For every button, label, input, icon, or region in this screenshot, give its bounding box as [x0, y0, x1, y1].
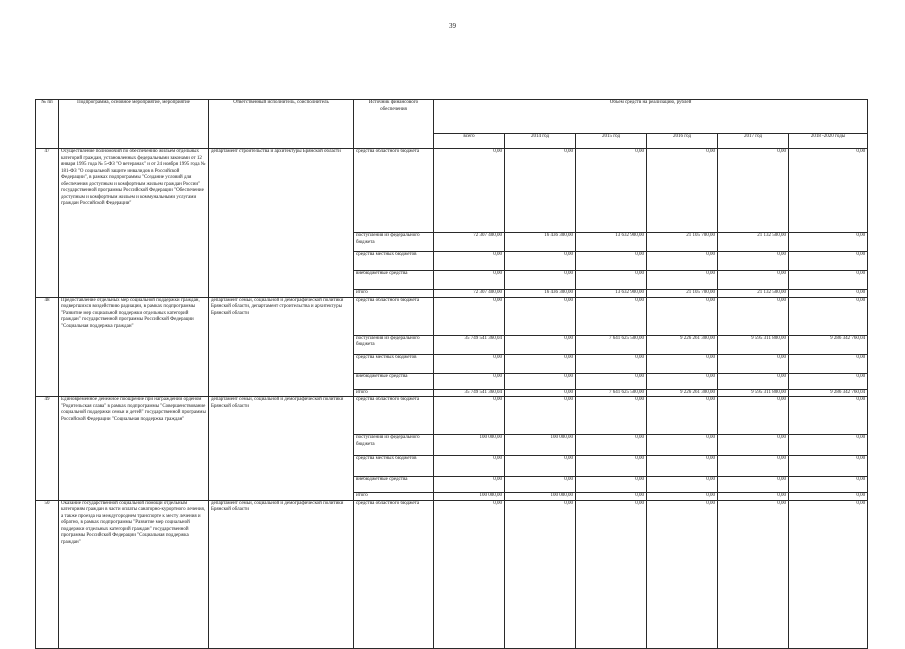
- amount-cell: 21 132 500,00: [718, 290, 789, 298]
- funding-source-cell: поступления из федерального бюджета: [354, 435, 434, 456]
- funding-source-cell: итого: [354, 493, 434, 501]
- amount-cell: 0,00: [434, 500, 505, 648]
- amount-cell: 0,00: [718, 477, 789, 493]
- amount-cell: 0,00: [505, 456, 576, 477]
- header-subprogram: Подпрограмма, основное мероприятие, мероприятие: [59, 100, 209, 149]
- amount-cell: 72 307 400,00: [434, 233, 505, 252]
- amount-cell: 0,00: [434, 149, 505, 233]
- amount-cell: 7 641 625 500,00: [576, 389, 647, 397]
- amount-cell: 0,00: [576, 493, 647, 501]
- amount-cell: 0,00: [718, 297, 789, 335]
- amount-cell: 0,00: [789, 354, 868, 373]
- header-year: 2016 год: [647, 134, 718, 149]
- amount-cell: 21 105 700,00: [647, 290, 718, 298]
- subprogram-cell: Предоставление отдельных мер социальной поддержки граждан, подвергшихся воздействию радиации, в рамках подпрограммы "Развитие мер социальной поддержки отдельных категорий граждан" государственной программы Российской Федерации "Социальная поддержка граждан": [59, 297, 209, 397]
- amount-cell: 0,00: [505, 373, 576, 389]
- subprogram-cell: Осуществление полномочий по обеспечению жильем отдельных категорий граждан, установленных федеральными законами от 12 января 1995 года № 5-ФЗ "О ветеранах" и от 24 ноября 1995 года № 181-ФЗ "О социальной защите инвалидов в Российской Федерации", в рамках подпрограммы "Создание условий для обеспечения доступным и комфортным жильем граждан России" государственной программы Российской Федерации "Обеспечение доступным и комфортным жильем и коммунальными услугами граждан Российской Федерации": [59, 149, 209, 298]
- amount-cell: 13 632 900,00: [576, 290, 647, 298]
- amount-cell: 0,00: [576, 477, 647, 493]
- amount-cell: 0,00: [647, 354, 718, 373]
- amount-cell: 9 595 311 800,00: [718, 389, 789, 397]
- row-number: 48: [36, 297, 59, 397]
- amount-cell: 0,00: [434, 354, 505, 373]
- amount-cell: 13 632 900,00: [576, 233, 647, 252]
- funding-source-cell: средства областного бюджета: [354, 297, 434, 335]
- amount-cell: 100 000,00: [505, 493, 576, 501]
- amount-cell: 9 286 342 760,04: [789, 335, 868, 354]
- amount-cell: 0,00: [434, 477, 505, 493]
- amount-cell: 0,00: [718, 493, 789, 501]
- funding-source-cell: внебюджетные средства: [354, 271, 434, 290]
- amount-cell: 0,00: [789, 456, 868, 477]
- amount-cell: 0,00: [718, 500, 789, 648]
- amount-cell: 0,00: [434, 456, 505, 477]
- funding-source-cell: поступления из федерального бюджета: [354, 233, 434, 252]
- amount-cell: 0,00: [789, 297, 868, 335]
- subprogram-cell: Единовременное денежное поощрение при награждении орденом "Родительская слава" в рамках подпрограммы "Совершенствование социальной поддержки семьи и детей" государственной программы Российской Федерации "Социальная поддержка граждан": [59, 397, 209, 501]
- amount-cell: 0,00: [505, 252, 576, 271]
- header-year: 2014 год: [505, 134, 576, 149]
- funding-source-cell: средства областного бюджета: [354, 149, 434, 233]
- executor-cell: департамент семьи, социальной и демографической политики Брянской области: [209, 500, 354, 648]
- amount-cell: 0,00: [576, 297, 647, 335]
- amount-cell: 0,00: [647, 435, 718, 456]
- amount-cell: 0,00: [647, 373, 718, 389]
- budget-table: [35, 99, 868, 649]
- executor-cell: департамент строительства и архитектуры Брянской области: [209, 149, 354, 298]
- amount-cell: 0,00: [789, 397, 868, 435]
- funding-source-cell: средства областного бюджета: [354, 500, 434, 648]
- amount-cell: 35 749 541 360,04: [434, 389, 505, 397]
- funding-source-cell: средства местных бюджетов: [354, 354, 434, 373]
- row-number: 47: [36, 149, 59, 298]
- funding-source-cell: внебюджетные средства: [354, 373, 434, 389]
- header-year: 2017 год: [718, 134, 789, 149]
- funding-source-cell: средства местных бюджетов: [354, 252, 434, 271]
- amount-cell: 0,00: [789, 271, 868, 290]
- amount-cell: 0,00: [647, 456, 718, 477]
- amount-cell: 0,00: [576, 252, 647, 271]
- amount-cell: 0,00: [718, 397, 789, 435]
- amount-cell: 0,00: [576, 500, 647, 648]
- header-source: Источник финансового обеспечения: [354, 100, 434, 149]
- table-row: [36, 397, 868, 435]
- amount-cell: 0,00: [647, 397, 718, 435]
- amount-cell: 0,00: [647, 297, 718, 335]
- header-year: всего: [434, 134, 505, 149]
- amount-cell: 0,00: [789, 233, 868, 252]
- table-body: [36, 149, 868, 649]
- amount-cell: 9 226 261 300,00: [647, 335, 718, 354]
- amount-cell: 0,00: [789, 373, 868, 389]
- amount-cell: 0,00: [647, 252, 718, 271]
- funding-source-cell: внебюджетные средства: [354, 477, 434, 493]
- funding-source-cell: поступления из федерального бюджета: [354, 335, 434, 354]
- amount-cell: 0,00: [789, 493, 868, 501]
- amount-cell: 72 307 400,00: [434, 290, 505, 298]
- amount-cell: 0,00: [718, 435, 789, 456]
- amount-cell: 0,00: [505, 335, 576, 354]
- amount-cell: 0,00: [434, 297, 505, 335]
- amount-cell: 0,00: [576, 271, 647, 290]
- amount-cell: 0,00: [505, 397, 576, 435]
- amount-cell: 0,00: [434, 373, 505, 389]
- amount-cell: 0,00: [718, 252, 789, 271]
- amount-cell: 0,00: [576, 456, 647, 477]
- amount-cell: 0,00: [647, 271, 718, 290]
- amount-cell: 0,00: [505, 354, 576, 373]
- amount-cell: 0,00: [576, 149, 647, 233]
- funding-source-cell: средства областного бюджета: [354, 397, 434, 435]
- row-number: 50: [36, 500, 59, 648]
- subprogram-cell: Оказание государственной социальной помощи отдельным категориям граждан в части оплаты санаторно-курортного лечения, а также проезда на междугороднем транспорте к месту лечения и обратно, в рамках подпрограммы "Развитие мер социальной поддержки отдельных категорий граждан" государственной программы Российской Федерации "Социальная поддержка граждан": [59, 500, 209, 648]
- amount-cell: 0,00: [505, 500, 576, 648]
- amount-cell: 0,00: [718, 149, 789, 233]
- amount-cell: 9 286 342 760,04: [789, 389, 868, 397]
- amount-cell: 0,00: [647, 149, 718, 233]
- amount-cell: 0,00: [789, 500, 868, 648]
- amount-cell: 0,00: [718, 456, 789, 477]
- table-row: [36, 149, 868, 233]
- amount-cell: 21 132 500,00: [718, 233, 789, 252]
- header-num: № пп: [36, 100, 59, 149]
- amount-cell: 21 105 700,00: [647, 233, 718, 252]
- funding-source-cell: средства местных бюджетов: [354, 456, 434, 477]
- header-year: 2015 год: [576, 134, 647, 149]
- amount-cell: 100 000,00: [434, 435, 505, 456]
- amount-cell: 0,00: [576, 435, 647, 456]
- amount-cell: 0,00: [718, 373, 789, 389]
- amount-cell: 100 000,00: [434, 493, 505, 501]
- amount-cell: 0,00: [789, 290, 868, 298]
- amount-cell: 0,00: [505, 477, 576, 493]
- amount-cell: 0,00: [576, 397, 647, 435]
- amount-cell: 0,00: [434, 271, 505, 290]
- amount-cell: 0,00: [434, 252, 505, 271]
- header-executor: Ответственный исполнитель, соисполнитель: [209, 100, 354, 149]
- executor-cell: департамент семьи, социальной и демографической политики Брянской области: [209, 397, 354, 501]
- amount-cell: 0,00: [505, 271, 576, 290]
- executor-cell: департамент семьи, социальной и демографической политики Брянской области, департамент строительства и архитектуры Брянской области: [209, 297, 354, 397]
- amount-cell: 0,00: [505, 297, 576, 335]
- table-row: [36, 500, 868, 648]
- amount-cell: 0,00: [647, 493, 718, 501]
- amount-cell: 0,00: [647, 477, 718, 493]
- amount-cell: 16 436 300,00: [505, 290, 576, 298]
- amount-cell: 0,00: [505, 389, 576, 397]
- amount-cell: 0,00: [718, 354, 789, 373]
- funding-source-cell: итого: [354, 290, 434, 298]
- amount-cell: 0,00: [789, 477, 868, 493]
- amount-cell: 0,00: [434, 397, 505, 435]
- row-number: 49: [36, 397, 59, 501]
- amount-cell: 0,00: [789, 435, 868, 456]
- header-year: 2018 -2020 годы: [789, 134, 868, 149]
- amount-cell: 9 595 311 800,00: [718, 335, 789, 354]
- amount-cell: 0,00: [718, 271, 789, 290]
- amount-cell: 0,00: [789, 252, 868, 271]
- amount-cell: 0,00: [576, 354, 647, 373]
- amount-cell: 7 641 625 500,00: [576, 335, 647, 354]
- amount-cell: 9 226 261 300,00: [647, 389, 718, 397]
- funding-source-cell: итого: [354, 389, 434, 397]
- page-number: 39: [449, 22, 456, 30]
- header-volume: Объем средств на реализацию, рублей: [434, 100, 868, 134]
- amount-cell: 35 749 541 360,04: [434, 335, 505, 354]
- amount-cell: 0,00: [505, 149, 576, 233]
- amount-cell: 0,00: [789, 149, 868, 233]
- table-row: [36, 297, 868, 335]
- amount-cell: 100 000,00: [505, 435, 576, 456]
- amount-cell: 0,00: [647, 500, 718, 648]
- amount-cell: 16 436 300,00: [505, 233, 576, 252]
- amount-cell: 0,00: [576, 373, 647, 389]
